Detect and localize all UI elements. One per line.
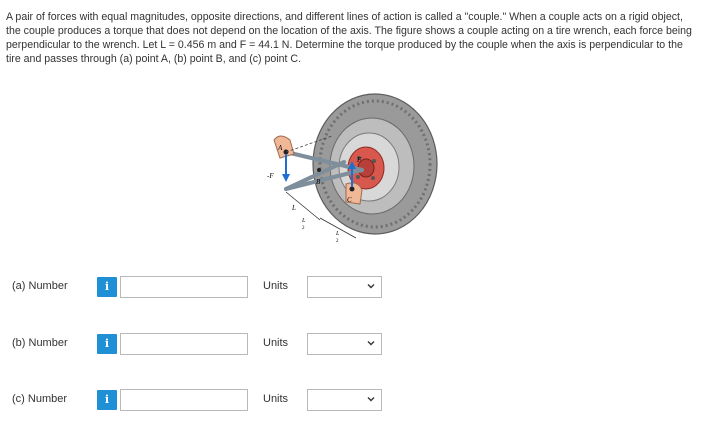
chevron-down-icon: [367, 282, 375, 290]
info-button-a[interactable]: i: [97, 277, 117, 297]
units-label-c: Units: [263, 393, 289, 405]
units-select-a[interactable]: [307, 276, 382, 298]
answer-label-a: (a) Number: [12, 280, 68, 292]
number-input-a[interactable]: [120, 276, 248, 298]
problem-statement: A pair of forces with equal magnitudes, opposite directions, and different lines of action is called a "couple." When a couple acts on a rigid object, the couple produces a torque that does not depend on the location of the axis. The figure shows a couple acting on a tire wrench, each force being perpendicular to the wrench. Let L = 0.456 m and F = 44.1 N. Determine the torque produced by the couple when the axis is perpendicular to the tire and passes through (a) point A, (b) point B, and (c) point C.: [6, 11, 692, 65]
units-select-b[interactable]: [307, 333, 382, 355]
units-label-b: Units: [263, 337, 289, 349]
label-force-pos: F: [357, 156, 362, 164]
tire-wrench-diagram: [262, 92, 452, 252]
answer-row-b: [0, 331, 706, 357]
label-b: B: [316, 178, 321, 186]
point-c: [350, 187, 355, 192]
answer-label-c: (c) Number: [12, 393, 68, 405]
answer-row-c: [0, 387, 706, 413]
label-c: C: [347, 196, 352, 204]
label-l-half-1: L: [302, 218, 306, 224]
tire-wrench-figure: [262, 92, 452, 252]
chevron-down-icon: [367, 339, 375, 347]
info-button-b[interactable]: i: [97, 334, 117, 354]
label-l-half-2: L: [336, 231, 340, 237]
lug-nut: [371, 176, 375, 180]
point-b: [317, 168, 321, 172]
label-l: L: [292, 204, 296, 212]
label-l-half-1-den: 2: [302, 226, 305, 231]
units-label-a: Units: [263, 280, 289, 292]
left-hand: [274, 136, 294, 158]
force-arrowhead-down: [282, 174, 290, 182]
lug-nut: [372, 159, 376, 163]
units-select-c[interactable]: [307, 389, 382, 411]
info-button-c[interactable]: i: [97, 390, 117, 410]
label-l-half-2-den: 2: [336, 239, 339, 244]
number-input-c[interactable]: [120, 389, 248, 411]
label-force-neg: -F: [267, 172, 274, 180]
number-input-b[interactable]: [120, 333, 248, 355]
answer-label-b: (b) Number: [12, 337, 68, 349]
label-a: A: [278, 144, 283, 152]
answer-row-a: [0, 274, 706, 300]
chevron-down-icon: [367, 395, 375, 403]
lug-nut: [356, 175, 360, 179]
